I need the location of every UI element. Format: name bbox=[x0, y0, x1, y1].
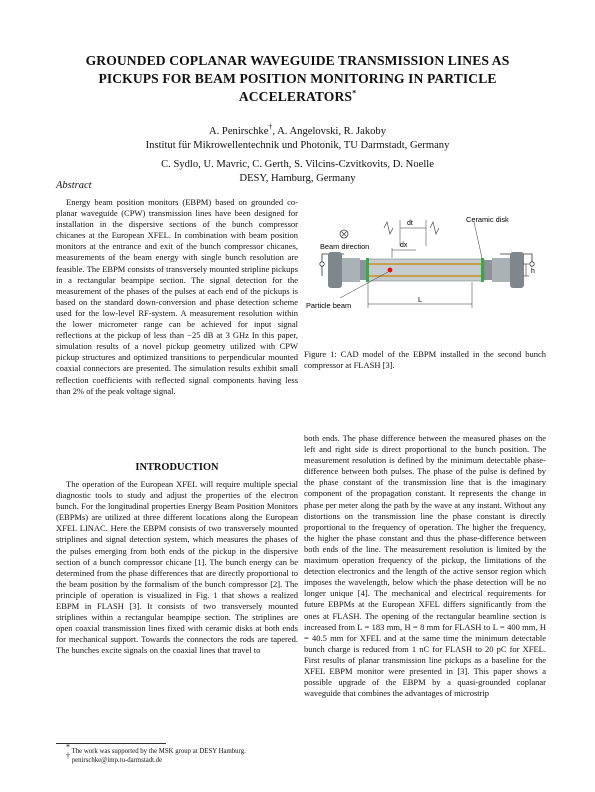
footnote-2-mark: † bbox=[66, 751, 70, 761]
abstract-text: Energy beam position monitors (EBPM) based on grounded co-planar waveguide (CPW) transmission lines have been designed for installation in the dispersive sections of the bunch compressor chicanes at the European XFEL. In combination with beam position monitors at the entrance and exit of the bunch compressor chicanes, measurements of the beam energy with single bunch resolution are feasible. The EBPM consists of transversely mounted stripline pickups in a rectangular beampipe section. The signal detection for the measurement of the phases of the pulses at each end of the pickups is based on the standard down-conversion and phase detection scheme used for the low-level RF-system. A measurement resolution within the lower micrometer range can be achieved for input signal reflections at the pickup of less than −25 dB at 3 GHz In this paper, simulation results of a novel pickup geometry utilized with CPW pickup structures and optimized transitions to perpendicular mounted coaxial connectors are presented. The simulation results exhibit small reflection coefficients with reflected signal components having less than 2% of the peak voltage signal. bbox=[56, 197, 298, 396]
right-flange bbox=[510, 252, 524, 288]
footnotes bbox=[56, 742, 298, 765]
figure-caption-text: Figure 1: CAD model of the EBPM installed in the second bunch compressor at FLASH [3]. bbox=[304, 349, 546, 371]
right-column-body bbox=[304, 433, 546, 699]
label-L: L bbox=[418, 295, 423, 304]
introduction-body bbox=[56, 479, 298, 657]
left-pipe bbox=[342, 258, 360, 282]
figure-caption bbox=[304, 349, 546, 371]
central-beampipe bbox=[368, 259, 484, 281]
affiliation-2: DESY, Hamburg, Germany bbox=[239, 172, 356, 184]
right-column-text: both ends. The phase difference between the measured phases on the left and right side is direct proportional to the bunch position. The measurement resolution is defined by the minimum detectable phase-difference between both pulses. The phase of the pulse is defined by the phase constant of the transmission line that is the imaginary component of the propagation constant. It represents the change in phase per meter along the path by the wave at any instant. Without any distortions on the transmission line the phase constant is directly proportional to the frequency of operation. The higher the frequency, the higher the phase constant and thus the phase-difference between both ends of the line. The measurement resolution is limited by the maximum operation frequency of the pickup, the limitations of the detection electronics and the length of the active sensor region which imposes the wavelength, below which the phase detection will be no longer unique [4]. The mechanical and electrical requirements for future EBPMs at the European XFEL differs significantly from the ones at FLASH. The opening of the rectangular beamline section is increased from L = 183 mm, H = 8 mm for FLASH to L = 400 mm, H = 40.5 mm for XFEL and at the same time the minimum detectable bunch charge is reduced from 1 nC for FLASH to 20 pC for XFEL. First results of planar transmission line pickups as a baseline for the XFEL EBPM monitor were presented in [3]. This paper shows a possible upgrade of the EBPM by a quasi-grounded coplanar waveguide that combines the advantages of microstrip bbox=[304, 433, 546, 699]
title-line-1: GROUNDED COPLANAR WAVEGUIDE TRANSMISSION LINES AS bbox=[85, 53, 510, 68]
label-beam-direction: Beam direction bbox=[320, 242, 370, 251]
title-line-3: ACCELERATORS bbox=[238, 89, 353, 104]
abstract-heading: Abstract bbox=[56, 180, 92, 191]
right-pulse-icon bbox=[430, 222, 439, 234]
ceramic-disk-left bbox=[366, 258, 369, 282]
footnote-2: penirschke@imp.tu-darmstadt.de bbox=[71, 757, 163, 765]
ceramic-disk-right bbox=[481, 258, 484, 282]
right-taper bbox=[484, 260, 492, 280]
particle-beam-dot bbox=[388, 268, 393, 273]
introduction-heading: INTRODUCTION bbox=[135, 462, 219, 473]
introduction-text: The operation of the European XFEL will require multiple special diagnostic tools to study and adjust the properties of the electron bunch. For the longitudinal properties Energy Beam Position Monitors (EBPMs) are utilized at three different locations along the European XFEL LINAC. Here the EBPM consists of two transversely mounted striplines and signal detection system, which measures the phases of the pulses emerging from both ends of the pickup in the dispersive section of a bunch compressor chicane [1]. The bunch energy can be determined from the phase differences that are directly proportional to the beam position by the formalism of the bunch compressor [2]. The principle of operation is visualized in Fig. 1 that shows a realized EBPM in FLASH [3]. It consists of two transversely mounted striplines within a rectangular beampipe section. The striplines are open coaxial transmission lines fixed with ceramic disks at both ends for mechanical support. Towards the connectors the rods are tapered. The bunches excite signals on the coaxial lines that travel to bbox=[56, 479, 298, 656]
left-flange bbox=[328, 252, 342, 288]
left-connector-node bbox=[320, 262, 324, 266]
author-names-1: A. Penirschke bbox=[208, 126, 269, 137]
footnote-1-mark: * bbox=[66, 742, 70, 752]
paper-title bbox=[40, 52, 555, 106]
title-line-2: PICKUPS FOR BEAM POSITION MONITORING IN PARTICLE bbox=[98, 71, 497, 86]
footnote-rule bbox=[56, 743, 166, 744]
author-group-1 bbox=[40, 122, 555, 152]
footnote-1: The work was supported by the MSK group at DESY Hamburg. bbox=[71, 748, 246, 755]
label-dx: dx bbox=[400, 242, 408, 249]
ebpm-diagram bbox=[304, 206, 546, 326]
label-dt: dt bbox=[407, 220, 413, 227]
label-h: h bbox=[531, 268, 535, 275]
label-ceramic-disk: Ceramic disk bbox=[466, 215, 509, 224]
author-names-2: C. Sydlo, U. Mavric, C. Gerth, S. Vilcins-Czvitkovits, D. Noelle bbox=[161, 159, 434, 170]
author-names-1-rest: , A. Angelovski, R. Jakoby bbox=[272, 126, 387, 137]
label-particle-beam: Particle beam bbox=[306, 301, 352, 310]
abstract-body bbox=[56, 197, 298, 397]
figure-ebpm-cad bbox=[304, 206, 546, 326]
left-pulse-icon bbox=[384, 222, 393, 234]
right-pipe bbox=[492, 258, 510, 282]
author-footnote-mark: † bbox=[268, 122, 273, 132]
title-footnote-mark: * bbox=[352, 88, 357, 98]
affiliation-1: Institut für Mikrowellentechnik und Photonik, TU Darmstadt, Germany bbox=[145, 139, 450, 151]
right-connector-node bbox=[530, 262, 534, 266]
author-group-2 bbox=[40, 158, 555, 185]
ceramic-disk-pointer bbox=[474, 222, 482, 258]
